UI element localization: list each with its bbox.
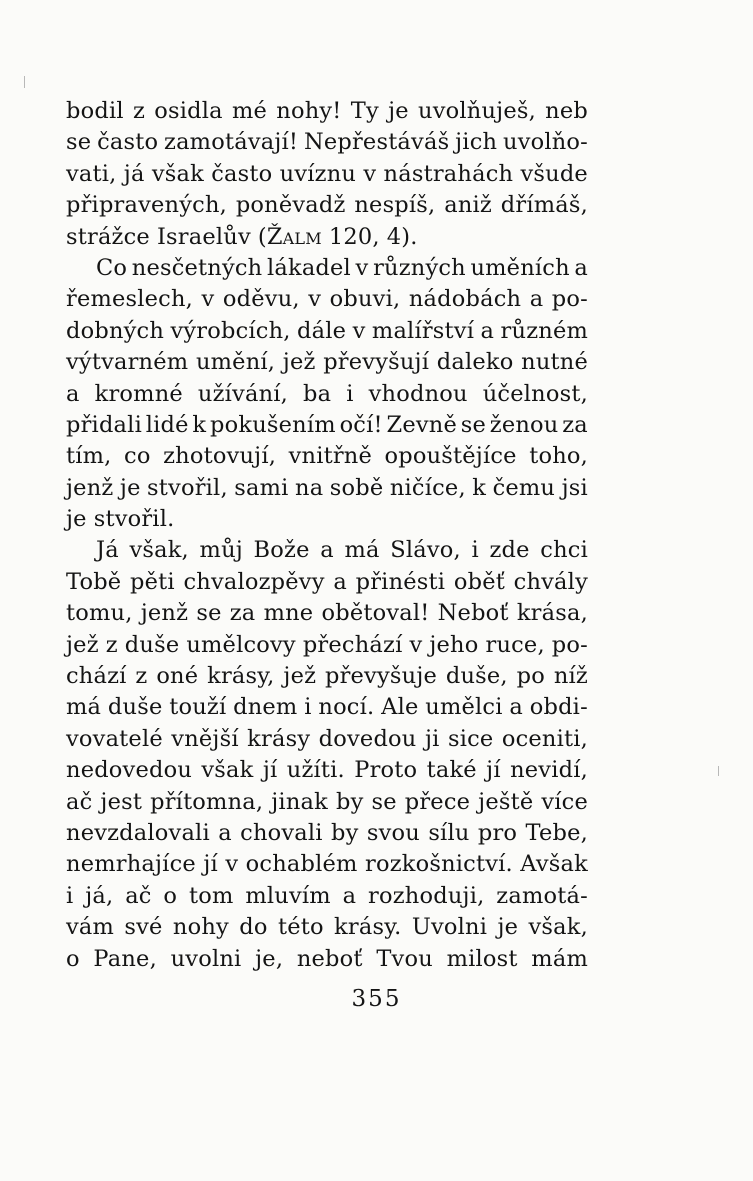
word: bodil <box>66 98 124 124</box>
word: a <box>509 694 523 721</box>
word: ba <box>303 380 332 407</box>
word: přinésti <box>355 568 446 595</box>
word: nástrahách <box>383 160 514 187</box>
word: nemrhajíce <box>66 851 196 878</box>
word: chází <box>66 663 127 690</box>
word: vati, <box>66 160 117 187</box>
word: a <box>333 568 347 595</box>
word: i <box>471 537 479 564</box>
word: za <box>229 600 256 627</box>
word: sice <box>447 725 494 752</box>
word: je, <box>255 945 284 972</box>
word: převyšují <box>323 349 430 376</box>
word: sílu <box>428 819 470 846</box>
text-line <box>66 222 588 253</box>
word: ničíce, <box>389 474 466 501</box>
word: dnem <box>233 694 298 721</box>
text-line <box>66 881 588 912</box>
word: a <box>574 254 588 281</box>
margin-mark <box>24 76 25 88</box>
page-number: 355 <box>351 986 402 1012</box>
word: o <box>163 882 178 909</box>
word: jež <box>282 349 316 376</box>
text-line <box>66 253 588 284</box>
word: ještě <box>478 788 534 815</box>
word: v <box>201 286 215 313</box>
word: však <box>201 757 254 784</box>
text-line <box>66 692 588 723</box>
word: uvolňo- <box>503 129 588 156</box>
word: v <box>355 254 369 281</box>
word: oceniti, <box>501 725 588 752</box>
word: (Žalm <box>257 223 322 250</box>
word: vnější <box>171 725 239 752</box>
word: v <box>363 160 377 187</box>
text-line <box>66 347 588 378</box>
word: nutné <box>521 349 588 376</box>
word: kromné <box>94 380 183 407</box>
word: oděvu, <box>222 286 300 313</box>
word: Co <box>96 254 128 281</box>
word: i <box>66 882 74 909</box>
word: je <box>497 914 519 941</box>
word: svou <box>366 819 420 846</box>
word: Neboť <box>437 600 509 627</box>
text-line <box>66 755 588 786</box>
text-line <box>66 190 588 221</box>
word: za <box>562 411 588 438</box>
word: Nepřestáváš <box>303 129 450 156</box>
word: tomu, <box>66 600 133 627</box>
text-line <box>66 818 588 849</box>
word: zde <box>489 537 530 564</box>
word: v <box>225 851 239 878</box>
word: z <box>135 663 148 690</box>
word: výtvarném <box>66 349 189 376</box>
word: daleko <box>436 349 514 376</box>
word: v <box>409 631 423 658</box>
body-text <box>66 96 588 975</box>
text-line <box>66 284 588 315</box>
word: tím, <box>66 443 112 470</box>
word: dřímáš, <box>500 192 588 219</box>
word: oné <box>156 663 199 690</box>
word: krása, <box>516 600 588 627</box>
word: duše <box>107 694 163 721</box>
word: sami <box>234 474 289 501</box>
word: jež <box>66 631 99 658</box>
word: má <box>344 537 380 564</box>
word: a <box>66 380 80 407</box>
text-line <box>66 473 588 504</box>
word: duše, <box>445 663 508 690</box>
word: jeho <box>429 631 479 658</box>
word: tom <box>188 882 234 909</box>
word: jest <box>100 788 143 815</box>
word: v <box>352 317 366 344</box>
word: také <box>426 757 477 784</box>
word: poněvadž <box>235 192 346 219</box>
word: je <box>119 474 141 501</box>
word: nespíš, <box>354 192 436 219</box>
word: v <box>308 286 322 313</box>
word: všude <box>520 160 588 187</box>
word: Avšak <box>520 851 588 878</box>
word: ač <box>125 882 152 909</box>
word: uměních <box>470 254 570 281</box>
text-line <box>66 127 588 158</box>
word: neboť <box>296 945 363 972</box>
word: dále <box>297 317 347 344</box>
word: vnitřně <box>288 443 373 470</box>
word: jež <box>283 663 317 690</box>
word: mne <box>263 600 314 627</box>
word: ochablém <box>245 851 358 878</box>
word: nádobách <box>408 286 522 313</box>
word: můj <box>199 537 243 564</box>
word: ji <box>424 725 440 752</box>
word: aniž <box>444 192 492 219</box>
word: oběť <box>453 568 505 595</box>
word: uvolni <box>170 945 242 972</box>
word: umělcovy <box>186 631 296 658</box>
word: zamotávají! <box>164 129 299 156</box>
word: po- <box>551 631 588 658</box>
word: pěti <box>130 568 175 595</box>
word: na <box>295 474 324 501</box>
word: a <box>218 819 232 846</box>
word: Israelův <box>156 223 251 250</box>
word: se <box>371 788 397 815</box>
word: jenž <box>66 474 114 501</box>
word: vovatelé <box>66 725 163 752</box>
word: krásy, <box>207 663 275 690</box>
word: vám <box>66 914 115 941</box>
word: já, <box>85 882 114 909</box>
word: i <box>304 694 312 721</box>
word: pokušením <box>210 411 336 438</box>
word: mám <box>531 945 588 972</box>
word: malířství <box>371 317 475 344</box>
margin-mark <box>718 766 719 776</box>
text-line <box>66 912 588 943</box>
text-line <box>66 944 588 975</box>
word: jinak <box>271 788 328 815</box>
word: rozkošnictví. <box>365 851 513 878</box>
word: i <box>346 380 354 407</box>
word: touží <box>169 694 227 721</box>
word: se <box>460 411 487 438</box>
word: krásy <box>247 725 311 752</box>
word: uvolňuješ, <box>418 98 536 124</box>
text-line <box>66 661 588 692</box>
word: po- <box>551 286 588 313</box>
word: obětoval! <box>321 600 430 627</box>
word: nohy! <box>276 98 342 124</box>
word: čemu <box>492 474 556 501</box>
word: umělci <box>425 694 503 721</box>
word: co <box>124 443 151 470</box>
word: různých <box>373 254 466 281</box>
word: sobě <box>329 474 384 501</box>
word: a <box>529 286 544 313</box>
word: však, <box>129 537 189 564</box>
word: toho, <box>529 443 588 470</box>
text-line <box>66 787 588 818</box>
word: by <box>331 819 359 846</box>
word: strážce <box>66 223 150 250</box>
word: a <box>320 537 334 564</box>
word: opouštějíce <box>384 443 517 470</box>
word: nevidí, <box>510 757 588 784</box>
word: je <box>66 506 87 533</box>
word: obuvi, <box>329 286 401 313</box>
word: Bože <box>253 537 310 564</box>
text-line <box>66 630 588 661</box>
word: vhodnou <box>368 380 468 407</box>
word: mé <box>231 98 268 124</box>
word: se <box>66 129 92 156</box>
word: nevzdalovali <box>66 819 210 846</box>
word: užíti. <box>286 757 345 784</box>
word: své <box>124 914 163 941</box>
word: k <box>472 474 487 501</box>
word: Tvou <box>376 945 433 972</box>
word: však <box>151 160 204 187</box>
word: účelnost, <box>482 380 588 407</box>
word: chvalozpěvy <box>183 568 325 595</box>
word: a <box>342 882 357 909</box>
text-line <box>66 567 588 598</box>
word: z <box>132 98 146 124</box>
word: umění, <box>195 349 276 376</box>
word: zhotovují, <box>163 443 277 470</box>
word: ruce, <box>485 631 545 658</box>
word: stvořil, <box>147 474 228 501</box>
text-line <box>66 849 588 880</box>
word: přidali <box>66 411 142 438</box>
word: jí <box>203 851 218 878</box>
word: Já <box>96 537 119 564</box>
text-line <box>66 724 588 755</box>
text-line <box>66 316 588 347</box>
word: řemeslech, <box>66 286 194 313</box>
word: Proto <box>354 757 418 784</box>
word: užívání, <box>197 380 289 407</box>
word: nedovedou <box>66 757 193 784</box>
text-line <box>66 379 588 410</box>
word: lidé <box>145 411 189 438</box>
word: já <box>123 160 145 187</box>
word: pro <box>477 819 518 846</box>
word: této <box>277 914 324 941</box>
word: Zevně <box>386 411 457 438</box>
word: rozhoduji, <box>368 882 485 909</box>
word: o <box>66 945 80 972</box>
word: dobných <box>66 317 165 344</box>
word: stvořil. <box>93 506 175 533</box>
word: zamotá- <box>496 882 588 909</box>
text-line <box>66 441 588 472</box>
word: výrobcích, <box>170 317 291 344</box>
word: Ty <box>350 98 379 124</box>
word: k <box>192 411 207 438</box>
word: milost <box>446 945 518 972</box>
word: neb <box>545 98 588 124</box>
word: je <box>388 98 409 124</box>
word: by <box>335 788 364 815</box>
word: níž <box>553 663 588 690</box>
word: Uvolni <box>411 914 488 941</box>
word: Tobě <box>66 568 122 595</box>
word: přece <box>404 788 471 815</box>
word: přechází <box>302 631 403 658</box>
text-line <box>66 410 588 441</box>
word: osidla <box>154 98 223 124</box>
word: jich <box>455 129 498 156</box>
word: jí <box>262 757 278 784</box>
word: po <box>516 663 545 690</box>
word: dovedou <box>318 725 417 752</box>
word: má <box>66 694 102 721</box>
word: jsi <box>561 474 588 501</box>
word: Tebe, <box>525 819 588 846</box>
word: jenž <box>140 600 189 627</box>
word: očí! <box>339 411 383 438</box>
word: lákadel <box>266 254 351 281</box>
word: Ale <box>381 694 419 721</box>
word: krásy. <box>334 914 402 941</box>
word: duše <box>124 631 180 658</box>
word: převyšuje <box>324 663 438 690</box>
word: nesčetných <box>131 254 263 281</box>
word: se <box>196 600 222 627</box>
word: různém <box>500 317 588 344</box>
word: často <box>97 129 159 156</box>
word: ač <box>66 788 93 815</box>
text-line <box>66 159 588 190</box>
word: 4). <box>386 223 418 250</box>
word: do <box>239 914 268 941</box>
word: jí <box>486 757 501 784</box>
text-line <box>66 96 588 127</box>
word: z <box>105 631 118 658</box>
word: obdi- <box>529 694 588 721</box>
text-line <box>66 535 588 566</box>
word: připravených, <box>66 192 228 219</box>
word: chci <box>540 537 588 564</box>
word: chvály <box>513 568 588 595</box>
word: a <box>480 317 495 344</box>
word: ženou <box>489 411 559 438</box>
word: Pane, <box>93 945 157 972</box>
word: mluvím <box>245 882 331 909</box>
word: však, <box>528 914 588 941</box>
text-line <box>66 504 588 535</box>
word: nohy <box>172 914 229 941</box>
text-line <box>66 598 588 629</box>
word: nocí. <box>318 694 375 721</box>
word: Slávo, <box>390 537 461 564</box>
word: přítomna, <box>150 788 264 815</box>
word: více <box>541 788 588 815</box>
word: chovali <box>240 819 323 846</box>
word: 120, <box>328 223 380 250</box>
word: často <box>211 160 273 187</box>
word: uvíznu <box>279 160 357 187</box>
